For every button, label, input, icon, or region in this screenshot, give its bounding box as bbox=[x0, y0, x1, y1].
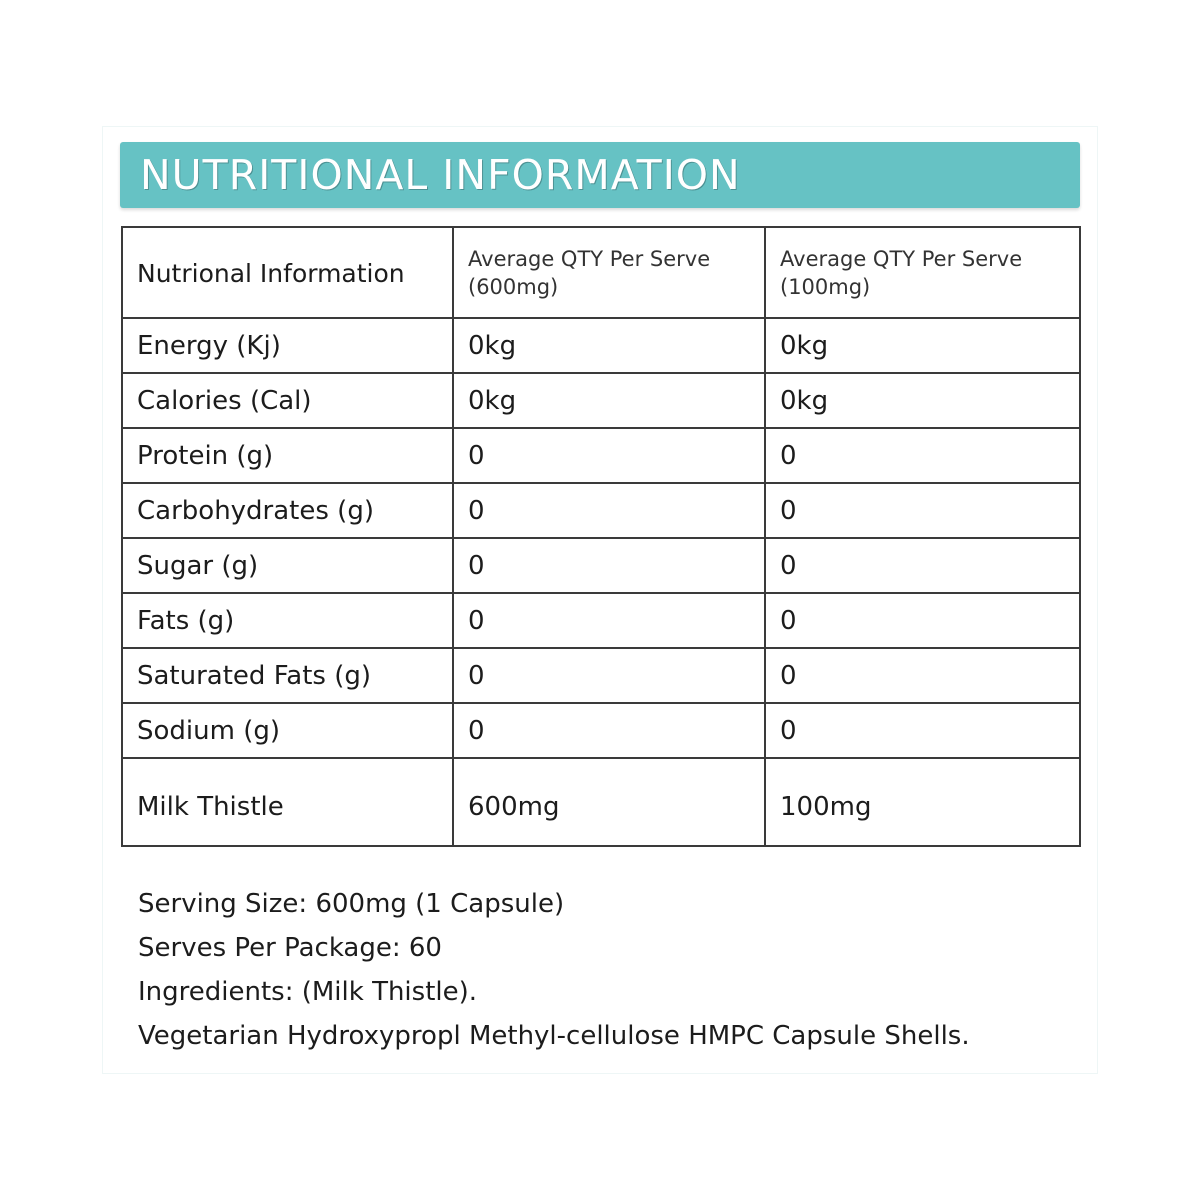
table-row bbox=[122, 483, 1080, 538]
value-100mg: 0 bbox=[765, 703, 1080, 758]
header-nutrient: Nutrional Information bbox=[122, 227, 453, 318]
nutrient-name: Calories (Cal) bbox=[122, 373, 453, 428]
nutrient-name: Sugar (g) bbox=[122, 538, 453, 593]
nutrient-name: Fats (g) bbox=[122, 593, 453, 648]
serves-per-package-text: Serves Per Package: 60 bbox=[138, 933, 442, 963]
value-100mg: 0 bbox=[765, 648, 1080, 703]
value-600mg: 0 bbox=[453, 483, 765, 538]
value-600mg: 0 bbox=[453, 593, 765, 648]
table-row bbox=[122, 318, 1080, 373]
value-100mg: 0kg bbox=[765, 373, 1080, 428]
value-100mg: 0kg bbox=[765, 318, 1080, 373]
table-header-row bbox=[122, 227, 1080, 318]
value-600mg: 0 bbox=[453, 703, 765, 758]
value-100mg: 0 bbox=[765, 483, 1080, 538]
table-row bbox=[122, 373, 1080, 428]
value-600mg: 600mg bbox=[453, 758, 765, 846]
capsule-shells-text: Vegetarian Hydroxypropl Methyl-cellulose HMPC Capsule Shells. bbox=[138, 1021, 970, 1051]
nutrient-name: Milk Thistle bbox=[122, 758, 453, 846]
table-row bbox=[122, 538, 1080, 593]
value-100mg: 100mg bbox=[765, 758, 1080, 846]
nutrition-table bbox=[121, 226, 1081, 847]
nutrition-banner bbox=[120, 142, 1080, 208]
value-600mg: 0 bbox=[453, 538, 765, 593]
value-600mg: 0 bbox=[453, 428, 765, 483]
nutrient-name: Carbohydrates (g) bbox=[122, 483, 453, 538]
nutrient-name: Energy (Kj) bbox=[122, 318, 453, 373]
nutrient-name: Sodium (g) bbox=[122, 703, 453, 758]
value-100mg: 0 bbox=[765, 593, 1080, 648]
header-per-serve-100mg: Average QTY Per Serve (100mg) bbox=[765, 227, 1080, 318]
value-100mg: 0 bbox=[765, 428, 1080, 483]
value-600mg: 0kg bbox=[453, 373, 765, 428]
product-details bbox=[138, 882, 970, 1058]
table-row bbox=[122, 703, 1080, 758]
table-row bbox=[122, 428, 1080, 483]
nutrient-name: Protein (g) bbox=[122, 428, 453, 483]
table-row bbox=[122, 758, 1080, 846]
banner-title: NUTRITIONAL INFORMATION bbox=[140, 151, 741, 199]
table-row bbox=[122, 648, 1080, 703]
header-per-serve-600mg: Average QTY Per Serve (600mg) bbox=[453, 227, 765, 318]
value-600mg: 0 bbox=[453, 648, 765, 703]
nutrient-name: Saturated Fats (g) bbox=[122, 648, 453, 703]
table-row bbox=[122, 593, 1080, 648]
value-100mg: 0 bbox=[765, 538, 1080, 593]
serving-size-text: Serving Size: 600mg (1 Capsule) bbox=[138, 889, 565, 919]
ingredients-text: Ingredients: (Milk Thistle). bbox=[138, 977, 478, 1007]
value-600mg: 0kg bbox=[453, 318, 765, 373]
